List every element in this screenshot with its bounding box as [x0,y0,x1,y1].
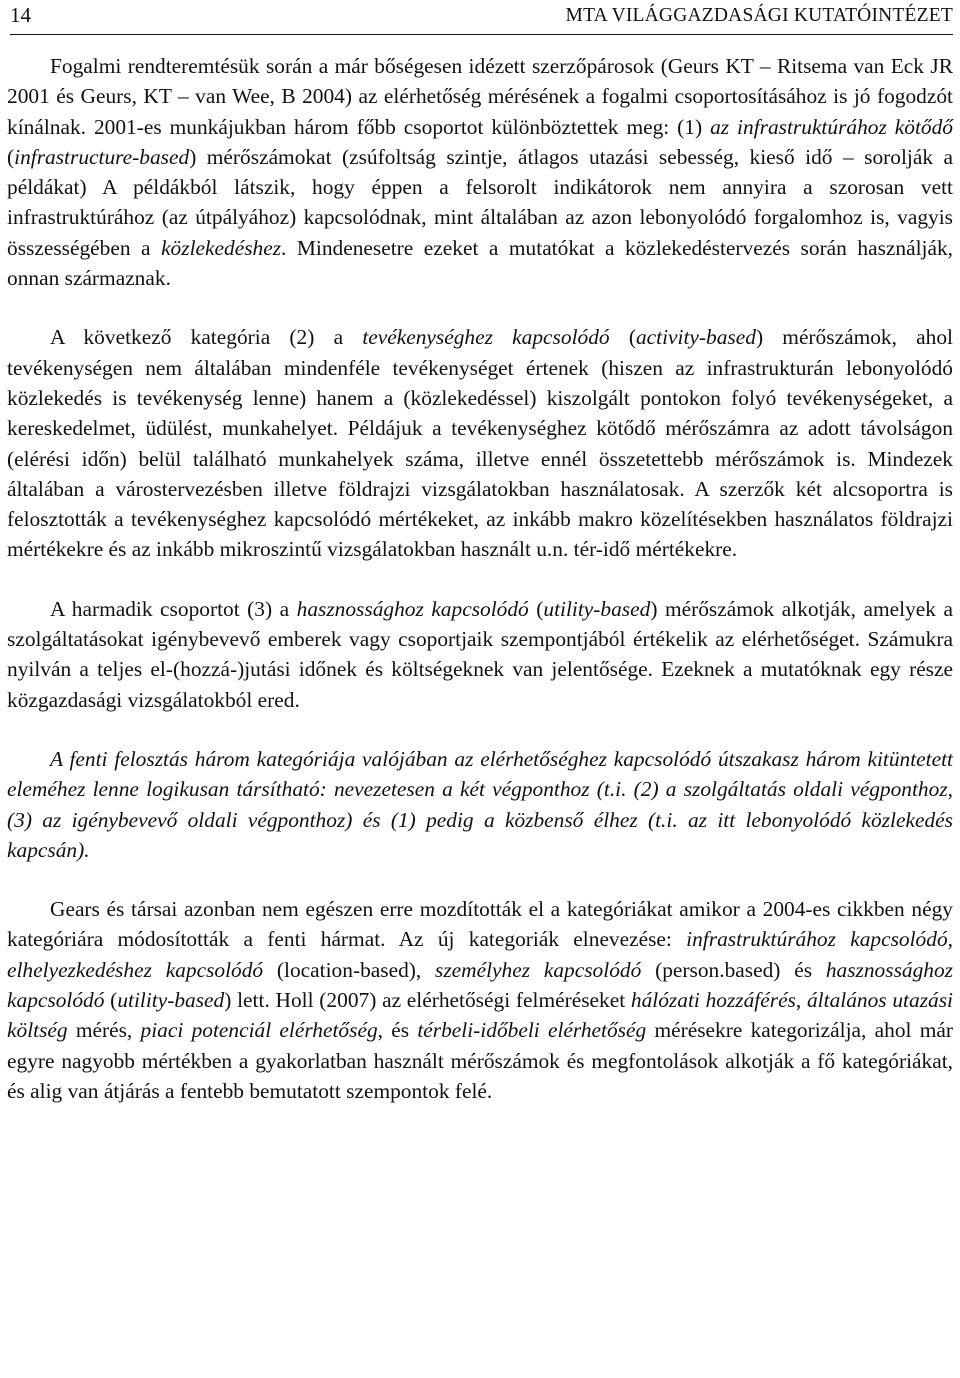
running-title: MTA VILÁGGAZDASÁGI KUTATÓINTÉZET [565,5,953,26]
text-run: (location-based), [263,957,436,982]
emphasized-text: az infrastruktúrához kötődő [710,114,953,139]
paragraph [7,744,953,865]
text-run: ( [104,988,118,1013]
text-run: ) lett. Holl (2007) az elérhetőségi felméréseket [224,988,631,1013]
emphasized-text: általános utazási költség [7,988,953,1043]
emphasized-text: utility-based [543,596,651,621]
emphasized-text: elhelyezkedéshez kapcsolódó [7,957,264,982]
text-run: A következő kategória (2) a [50,325,363,350]
paragraph [7,51,953,293]
page-header [10,0,953,35]
emphasized-text: hasznossághoz kapcsolódó [7,957,953,1013]
emphasized-text: piaci potenciál elérhetőség [140,1018,378,1043]
page-number: 14 [10,3,31,27]
text-run: ) mérőszámokat (zsúfoltság szintje, átlagos utazási sebesség, kieső idő – sorolják a példákat) A példákból látszik, hogy éppen a felsorolt indikátorok nem annyira a szorosan vett infrastruktúrához (az útpályához) kapcsolódnak, mint általában az azon lebonyolódó forgalomhoz is, vagyis összességében a [7,144,953,260]
text-run: , és [377,1018,418,1043]
text-run: ( [609,325,636,350]
text-run: , [947,927,954,952]
text-run: Gears és társai azonban nem egészen erre mozdították el a kategóriákat amikor a 2004-es cikkben négy kategóriára módosították a fenti hármat. Az új kategoriák elnevezése: [7,897,953,952]
emphasized-text: hálózati hozzáférés [630,988,796,1013]
text-run: ) mérőszámok alkotják, amelyek a szolgáltatásokat igénybevevő emberek vagy csoportjaik szempontjából értékelik az elérhetőséget. Számukra nyilván a teljes el-(hozzá-)jutási időnek és költségeknek van jelentősége. Ezeknek a mutatóknak egy része közgazdasági vizsgálatokból ered. [7,596,953,712]
text-run: (person.based) és [641,957,826,982]
emphasized-text: hasznossághoz kapcsolódó [296,596,529,621]
text-run: ( [528,596,544,621]
paragraph [7,322,953,564]
text-run: A harmadik csoportot (3) a [50,596,297,621]
text-run: . Mindenesetre ezeket a mutatókat a közlekedéstervezés során használják, onnan származnak. [7,235,954,291]
text-run: , [795,988,807,1013]
text-run: A fenti felosztás három kategóriája valójában az elérhetőséghez kapcsolódó útszakasz három kitüntetett eleméhez lenne logikusan társítható: nevezetesen a két végponthoz (t.i. (2) a szolgáltatás oldali végponthoz, (3) az igénybevevő oldali végponthoz) és (1) pedig a közbenső élhez (t.i. az itt lebonyolódó közlekedés kapcsán). [7,746,953,862]
text-run: ( [7,144,15,169]
paragraph [7,894,953,1106]
text-run: mérés, [67,1018,141,1043]
text-run: ) mérőszámok, ahol tevékenységen nem általában mindenféle tevékenységet értenek (hiszen az infrastrukturán lebonyolódó közlekedés is tevékenység lenne) hanem a (közlekedéssel) kiszolgált pontokon folyó tevékenységeket, a kereskedelmet, üdülést, munkahelyet. Példájuk a tevékenységhez kötődő mérőszámra az adott távolságon (elérési időn) belül található munkahelyek száma, illetve ennél összetettebb mérőszámok is. Mindezek általában a várostervezésben illetve földrajzi vizsgálatokban használatosak. A szerzők két alcsoportra is felosztották a tevékenységhez kapcsolódó mértékeket, az inkább makro közelítésekben használatos földrajzi mértékekre és az inkább mikroszintű vizsgálatokban használt u.n. tér-idő mértékekre. [7,325,953,562]
emphasized-text: személyhez kapcsolódó [435,957,642,982]
emphasized-text: tevékenységhez kapcsolódó [362,325,610,350]
body-text [7,51,953,1106]
emphasized-text: közlekedéshez [161,235,282,260]
emphasized-text: utility-based [117,988,225,1013]
emphasized-text: infrastruktúrához kapcsolódó [686,927,948,952]
emphasized-text: infrastructure-based [14,144,190,169]
text-run: mérésekre kategorizálja, ahol már egyre nagyobb mértékben a gyakorlatban használt mérőszámok és megfontolások alkotják a fő kategóriákat, és alig van átjárás a fentebb bemutatott szempontok felé. [7,1018,953,1103]
emphasized-text: térbeli-időbeli elérhetőség [417,1018,647,1043]
text-run: Fogalmi rendteremtésük során a már bőségesen idézett szerzőpárosok (Geurs KT – Ritsema van Eck JR 2001 és Geurs, KT – van Wee, B 2004) az elérhetőség mérésének a fogalmi csoportosításához is jó fogodzót kínálnak. 2001-es munkájukban három főbb csoportot különböztettek meg: (1) [7,54,953,139]
emphasized-text: activity-based [635,325,756,350]
paragraph [7,594,953,715]
